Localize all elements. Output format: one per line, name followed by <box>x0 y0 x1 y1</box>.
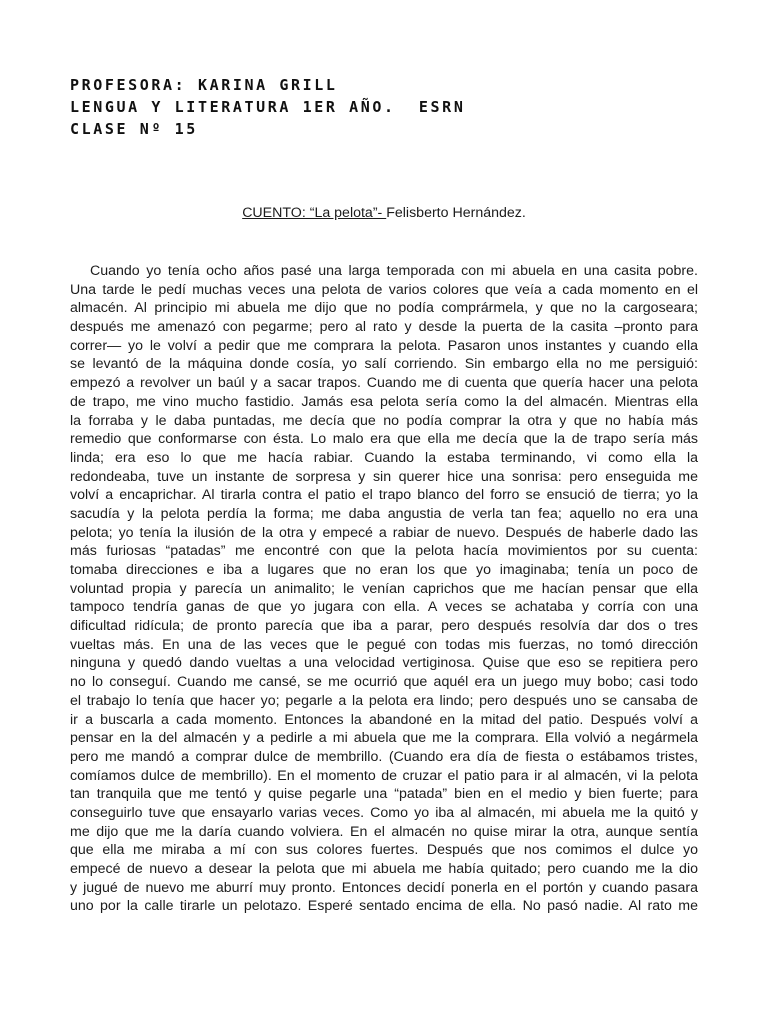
story-line: la forraba y le daba puntadas, me decía que no podía comprar la otra y que no había más <box>70 412 698 429</box>
document-header <box>70 74 710 140</box>
story-line: pensar en la del almacén y a pedirle a mi abuela que me la comprara. Ella volvió a negármela <box>70 730 698 747</box>
story-line: Cuando yo tenía ocho años pasé una larga temporada con mi abuela en una casita pobre. <box>90 263 698 279</box>
story-line: ninguna y quedó dando vueltas a una velocidad vertiginosa. Quise que eso se repitiera pero <box>70 655 698 672</box>
course-name: LENGUA Y LITERATURA 1ER AÑO. ESRN <box>70 98 466 116</box>
story-line: empezó a revolver un baúl y a sacar trapos. Cuando me di cuenta que quería hacer una pelota <box>70 375 698 392</box>
story-title <box>0 203 768 223</box>
story-line: voluntad propia y parecía un animalito; le venían caprichos que me hacían pensar que ella <box>70 580 698 597</box>
story-line: Una tarde le pedí muchas veces una pelota de varios colores que veía a cada momento en el <box>70 281 698 298</box>
story-line: conseguirlo tuve que ensayarlo varias veces. Como yo iba al almacén, mi abuela me la quitó y <box>70 804 698 821</box>
story-author: Felisberto Hernández. <box>386 205 526 221</box>
story-line: que ella me miraba a mí con sus colores fuertes. Después que nos comimos el dulce yo <box>70 842 698 859</box>
story-body <box>70 262 698 916</box>
story-line: tan tranquila que me tentó y quise pegarle una “patada” bien en el medio y bien fuerte; para <box>70 786 698 803</box>
story-line: vueltas más. En una de las veces que le pegué con todas mis fuerzas, no tomó dirección <box>70 636 698 653</box>
story-line: el trabajo lo tenía que hacer yo; pegarle a la pelota era lindo; pero después uno se cansaba de <box>70 692 698 709</box>
story-line: pelota; yo tenía la ilusión de la otra y empecé a rabiar de nuevo. Después de haberle dado las <box>70 524 698 541</box>
story-line: linda; era eso lo que me hacía rabiar. Cuando la estaba terminando, vi como ella la <box>70 449 698 466</box>
story-line: correr— yo le volví a pedir que me comprara la pelota. Pasaron unos instantes y cuando ella <box>70 337 698 354</box>
story-line: después me amenazó con pegarme; pero al rato y desde la puerta de la casita –pronto para <box>70 319 698 336</box>
story-line: uno por la calle tirarle un pelotazo. Esperé sentado encima de ella. No pasó nadie. Al rato me <box>70 898 698 915</box>
story-line: pero me mandó a comprar dulce de membrillo. (Cuando era día de fiesta o estábamos tristes, <box>70 748 698 765</box>
story-line: se levantó de la máquina donde cosía, yo salí corriendo. Sin embargo ella no me persiguió: <box>70 356 698 373</box>
story-line: sacudía y la pelota perdía la forma; me daba angustia de verla tan fea; aquello no era una <box>70 505 698 522</box>
story-line: volví a encaprichar. Al tirarla contra el patio el trapo blanco del forro se ensució de tierra; yo la <box>70 487 698 504</box>
story-line: tomaba direcciones e iba a lugares que no eran los que yo imaginaba; tenía un poco de <box>70 562 698 578</box>
story-line: ir a buscarla a cada momento. Entonces la abandoné en la mitad del patio. Después volví a <box>70 711 698 728</box>
story-line: y jugué de nuevo me aburrí muy pronto. Entonces decidí ponerla en el portón y cuando pasara <box>70 879 698 896</box>
story-line: redondeaba, tuve un instante de sorpresa y sin querer hice una sonrisa: pero enseguida me <box>70 468 698 485</box>
story-line: empecé de nuevo a desear la pelota que mi abuela me había quitado; pero cuando me la dio <box>70 861 698 877</box>
story-line: me dijo que me la daría cuando volviera. En el almacén no quise mirar la otra, aunque sentía <box>70 823 698 840</box>
story-line: de trapo, me vino mucho fastidio. Jamás esa pelota sería como la del almacén. Mientras ella <box>70 393 698 410</box>
teacher-name: PROFESORA: KARINA GRILL <box>70 76 338 94</box>
story-line: más furiosas “patadas” me encontré con que la pelota hacía movimientos por su cuenta: <box>70 543 698 560</box>
story-line: no lo conseguí. Cuando me cansé, se me ocurrió que aquél era un juego muy bobo; casi todo <box>70 674 698 691</box>
story-line: remedio que conformarse con ésta. Lo malo era que ella me decía que la de trapo sería más <box>70 431 698 448</box>
story-title-underlined: CUENTO: “La pelota”- <box>242 205 387 221</box>
story-line: dificultad ridícula; de pronto parecía que iba a parar, pero después resolvía dar dos o tres <box>70 618 698 635</box>
story-line: tampoco tendría ganas de que yo jugara con ella. A veces se achataba y corría con una <box>70 599 698 616</box>
story-line: comíamos dulce de membrillo). En el momento de cruzar el patio para ir al almacén, vi la pelota <box>70 767 698 784</box>
class-number: CLASE Nº 15 <box>70 120 198 138</box>
story-line: almacén. Al principio mi abuela me dijo que no podía comprármela, y que no la cargoseara; <box>70 300 698 317</box>
